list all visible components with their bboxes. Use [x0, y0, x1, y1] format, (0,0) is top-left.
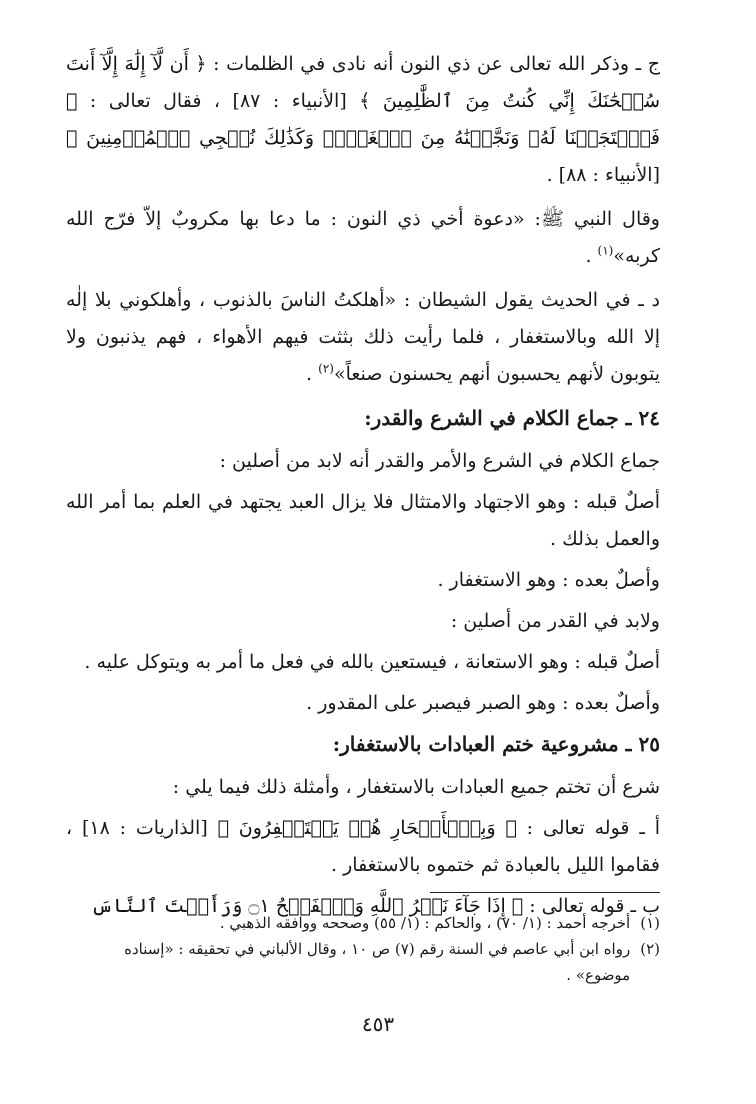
footnote-number: (١): [640, 914, 660, 932]
quran-verse: ﴿ أَن لَّآ إِلَٰهَ إِلَّآ أَنتَ سُبۡحَٰنَكَ إِنِّي كُنتُ مِنَ ٱلظَّٰلِمِينَ ﴾: [66, 53, 660, 112]
paragraph-shaitan-hadith: [66, 282, 660, 393]
paragraph: أصلٌ قبله : وهو الاجتهاد والامتثال فلا يزال العبد يجتهد في العلم بما أمر الله والعمل بذلك .: [66, 491, 660, 550]
text: وقال النبي ﷺ: «دعوة أخي ذي النون : ما دعا بها مكروبٌ إلاّ فرّج الله كربه»: [66, 208, 660, 267]
quran-verse: ﴿ فَٱسۡتَجَبۡنَا لَهُۥ وَنَجَّيۡنَٰهُ مِنَ ٱلۡغَمِّۚ وَكَذَٰلِكَ نُـۨجِي ٱلۡمُؤۡمِنِينَ ﴾: [66, 90, 660, 149]
paragraph: جماع الكلام في الشرع والأمر والقدر أنه لابد من أصلين :: [219, 450, 660, 472]
quran-verse: ﴿ إِذَا جَآءَ نَصۡرُ ٱللَّهِ وَٱلۡفَتۡحُ ۝١ وَرَأَيۡتَ ٱلنَّاسَ: [91, 895, 524, 917]
quran-verse: ﴿ وَبِٱلۡأَسۡحَارِ هُمۡ يَسۡتَغۡفِرُونَ ﴾: [217, 817, 517, 839]
paragraph: وأصلٌ بعده : وهو الصبر فيصبر على المقدور .: [306, 692, 660, 714]
paragraph-example-a: [66, 810, 660, 884]
section-heading-24: ٢٤ ـ جماع الكلام في الشرع والقدر:: [364, 406, 660, 430]
text: أ ـ قوله تعالى :: [516, 817, 660, 839]
footnote-number: (٢): [640, 940, 660, 958]
paragraph-dhun-nun: [66, 46, 660, 194]
paragraph: أصلٌ قبله : وهو الاستعانة ، فيستعين بالله في فعل ما أمر به ويتوكل عليه .: [84, 651, 660, 673]
text: د ـ في الحديث يقول الشيطان : «أهلكتُ الناسَ بالذنوب ، وأهلكوني بلا إلٰه إلا الله وبالاستغفار ، فلما رأيت ذلك بثثت فيهم الأهواء ، فهم يذنبون ولا يتوبون لأنهم يحسبون أنهم يحسنون صنعاً»: [66, 289, 660, 385]
footnote-ref-2[interactable]: (٢): [318, 361, 334, 376]
footnote-1: [66, 910, 660, 936]
text: ب ـ قوله تعالى :: [523, 895, 660, 917]
text: [الذاريات : ١٨] ، فقاموا الليل بالعبادة ثم ختموه بالاستغفار .: [66, 817, 660, 876]
footnote-ref-1[interactable]: (١): [597, 243, 614, 258]
paragraph: شرع أن تختم جميع العبادات بالاستغفار ، وأمثلة ذلك فيما يلي :: [172, 776, 660, 798]
section-heading-25: ٢٥ ـ مشروعية ختم العبادات بالاستغفار:: [332, 732, 660, 756]
paragraph: وأصلٌ بعده : وهو الاستغفار .: [437, 569, 660, 591]
footnotes: [66, 910, 660, 988]
page-number: ٤٥٣: [361, 1012, 395, 1036]
footnote-text: رواه ابن أبي عاصم في السنة رقم (٧) ص ١٠ ، وقال الألباني في تحقيقه : «إسناده موضوع» .: [124, 940, 631, 984]
text: [الأنبياء : ٨٨] .: [546, 164, 660, 186]
paragraph-hadith-dhun-nun: [66, 201, 660, 275]
footnote-divider: [430, 892, 660, 893]
text: [الأنبياء : ٨٧] ، فقال تعالى :: [77, 90, 360, 112]
text: ج ـ وذكر الله تعالى عن ذي النون أنه نادى في الظلمات :: [206, 53, 660, 75]
footnote-2: [66, 936, 660, 988]
text: .: [306, 363, 319, 385]
paragraph: ولابد في القدر من أصلين :: [450, 610, 660, 632]
text: .: [585, 245, 598, 267]
footnote-text: أخرجه أحمد : (١/ ٧٠) ، والحاكم : (١/ ٥٥) وصححه ووافقه الذهبي .: [219, 914, 631, 932]
